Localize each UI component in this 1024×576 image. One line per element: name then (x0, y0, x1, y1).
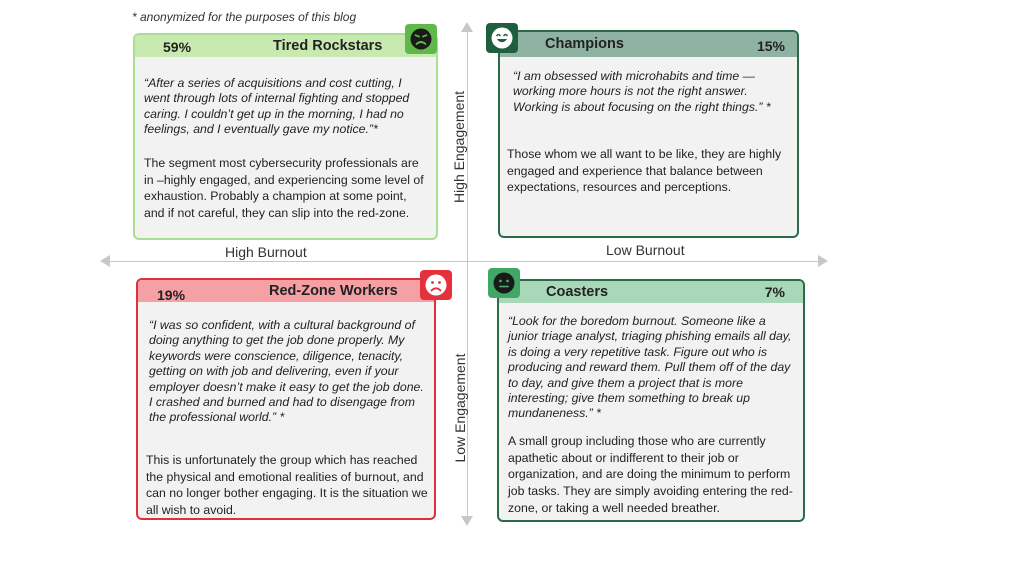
footnote: * anonymized for the purposes of this blog (132, 10, 357, 24)
quadrant-red-zone-workers (136, 278, 436, 520)
sad-face-icon (405, 24, 437, 54)
quadrant-coasters (497, 279, 805, 522)
quote: “After a series of acquisitions and cost cutting, I went through lots of internal fighting and stopped caring. I couldn’t get up in the morning, I had no feelings, and I eventually gave my notice.”* (144, 76, 410, 137)
description: A small group including those who are currently apathetic about or indifferent to their job or organization, and are doing the minimum to perform job tasks. They are simply avoiding entering the red-zone, or taking a well needed breather. (508, 434, 793, 515)
arrow-down-icon (461, 516, 473, 526)
quote: “Look for the boredom burnout. Someone like a junior triage analyst, triaging phishing emails all day, is doing a very repetitive task. Figure out who is producing and reward them. Pull them off of the day to day, and give them a project that is more interesting; give them something to break up mundaneness.” * (508, 314, 792, 421)
quadrant-title: Champions (545, 36, 624, 52)
quadrant-header (499, 281, 803, 303)
high-burnout-label: High Burnout (225, 244, 307, 260)
horizontal-axis (108, 261, 820, 262)
percentage: 59% (163, 39, 192, 55)
description: This is unfortunately the group which has reached the physical and emotional realities of burnout, and can no longer bother engaging. It is the situation we all wish to avoid. (146, 453, 428, 518)
quadrant-tired-rockstars (133, 33, 438, 240)
quadrant-title: Red-Zone Workers (269, 283, 398, 299)
angry-face-icon (420, 270, 452, 300)
quadrant-header (135, 35, 436, 57)
description: Those whom we all want to be like, they are highly engaged and experience that balance between expectations, resources and perceptions. (507, 147, 782, 195)
high-engagement-label: High Engagement (451, 90, 467, 204)
happy-face-icon (486, 23, 518, 53)
quote: “I was so confident, with a cultural background of doing anything to get the job done properly. My keywords were conscience, diligence, tenacity, getting on with job and delivering, even if your employer doesn’t make it easy to get the job done. I crashed and burned and had to disengage from the professional world.” * (149, 318, 424, 425)
arrow-right-icon (818, 255, 828, 267)
quadrant-header (500, 32, 797, 57)
low-burnout-label: Low Burnout (606, 242, 685, 258)
quote: “I am obsessed with microhabits and time — working more hours is not the right answer. Working is about focusing on the right things.” * (513, 69, 771, 114)
arrow-left-icon (100, 255, 110, 267)
low-engagement-label: Low Engagement (452, 353, 468, 463)
percentage: 7% (764, 284, 785, 300)
neutral-face-icon (488, 268, 520, 298)
percentage: 15% (756, 38, 785, 54)
quadrant-title: Coasters (546, 284, 609, 300)
description: The segment most cybersecurity professionals are in –highly engaged, and experiencing some level of exhaustion. Probably a champion at some point, and if not careful, they can slip into the red-zone. (144, 156, 424, 221)
quadrant-header (138, 280, 434, 302)
quadrant-title: Tired Rockstars (273, 38, 383, 54)
percentage: 19% (157, 287, 186, 303)
quadrant-champions (498, 30, 799, 238)
arrow-up-icon (461, 22, 473, 32)
